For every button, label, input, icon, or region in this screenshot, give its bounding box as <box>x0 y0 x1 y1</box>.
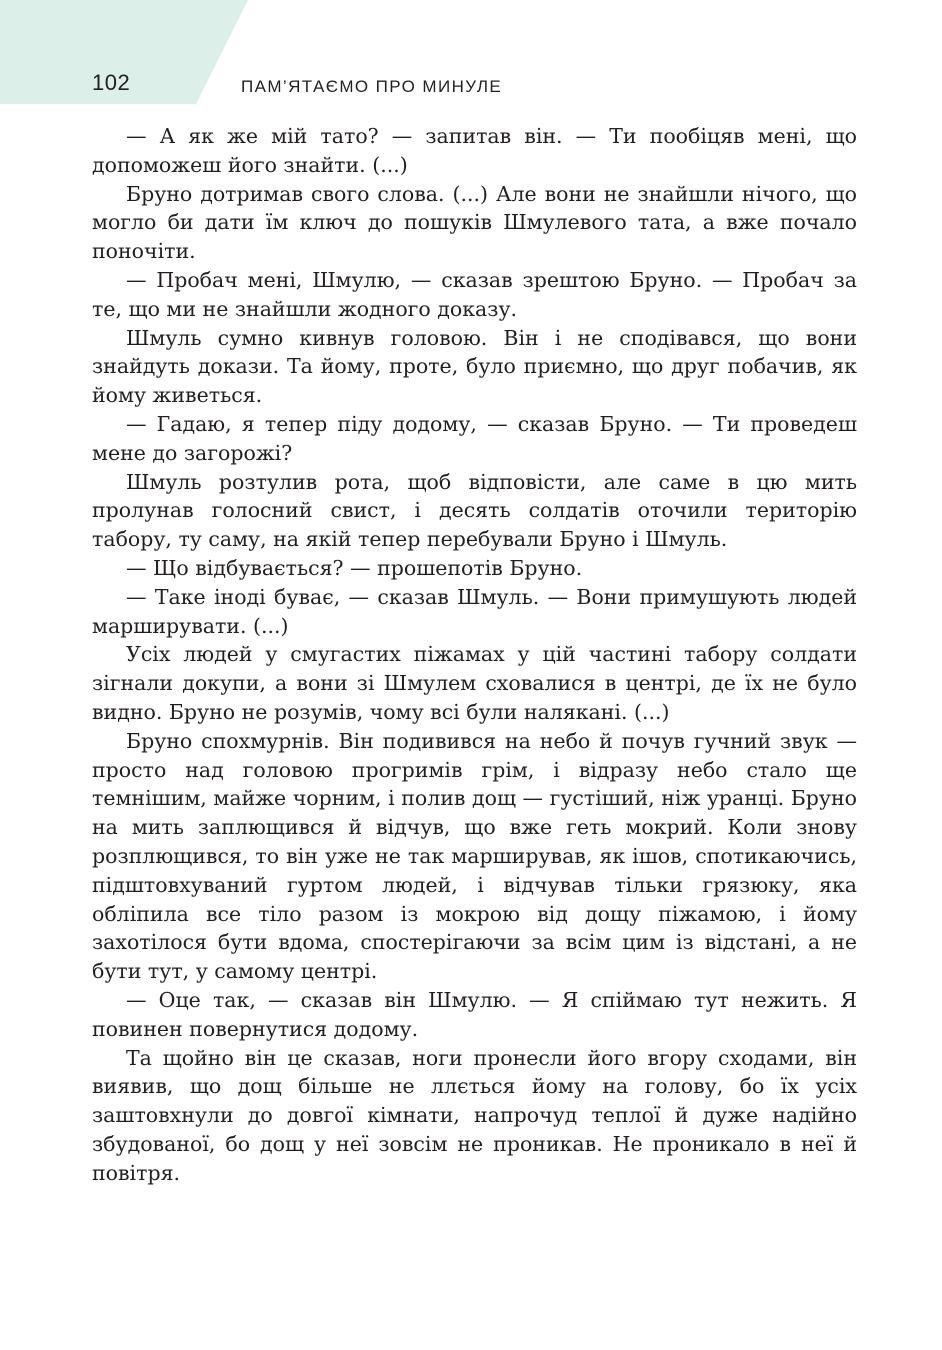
paragraph: Шмуль розтулив рота, щоб відповісти, але саме в цю мить пролунав голосний свист, і десять солдатів оточили територію табору, ту саму, на якій тепер перебували Бруно і Шмуль. <box>92 469 857 552</box>
paragraph: Бруно спохмурнів. Він подивився на небо й почув гучний звук — просто над головою прогримів грім, і відразу небо стало ще темнішим, майже чорним, і полив дощ — густіший, ніж уранці. Бруно на мить заплющився й відчув, що вже геть мокрий. Коли знову розплющився, то він уже не так марширував, як ішов, спотикаючись, підштовхуваний гуртом людей, і відчував тільки грязюку, яка обліпила все тіло разом із мокрою від дощу піжамою, і йому захотілося бути вдома, спостерігаючи за всім цим із відстані, а не бути тут, у самому центрі. <box>92 728 857 984</box>
page-number: 102 <box>92 70 131 95</box>
paragraph: Та щойно він це сказав, ноги пронесли його вгору сходами, він виявив, що дощ більше не ллється йому на голову, бо їх усіх заштовхнули до довгої кімнати, напрочуд теплої й дуже надійно збудованої, бо дощ у неї зовсім не проникав. Не проникало в неї й повітря. <box>92 1045 857 1185</box>
paragraph: Шмуль сумно кивнув головою. Він і не сподівався, що вони знайдуть докази. Та йому, проте, було приємно, що друг побачив, як йому живеться. <box>92 325 857 408</box>
paragraph: — А як же мій тато? — запитав він. — Ти пообіцяв мені, що допоможеш його знайти. (...) <box>92 124 857 177</box>
paragraph: Усіх людей у смугастих піжамах у цій частині табору солдати зігнали докупи, а вони зі Шмулем сховалися в центрі, де їх не було видно. Бруно не розумів, чому всі були налякані. (...) <box>92 642 857 724</box>
paragraph: — Пробач мені, Шмулю, — сказав зрештою Бруно. — Пробач за те, що ми не знайшли жодного доказу. <box>92 267 857 321</box>
paragraph: — Таке іноді буває, — сказав Шмуль. — Вони примушують людей марширувати. (...) <box>92 584 857 638</box>
paragraph: Бруно дотримав свого слова. (...) Але вони не знайшли нічого, що могло би дати їм ключ до пошуків Шмулевого тата, а вже почало поночіти. <box>92 181 857 264</box>
paragraph: — Оце так, — сказав він Шмулю. — Я спіймаю тут нежить. Я повинен повернутися додому. <box>92 987 857 1041</box>
paragraph: — Що відбувається? — прошепотів Бруно. <box>126 555 583 580</box>
paragraph: — Гадаю, я тепер піду додому, — сказав Бруно. — Ти проведеш мене до загорожі? <box>92 411 857 465</box>
running-head: ПАМ’ЯТАЄМО ПРО МИНУЛЕ <box>241 77 503 96</box>
body-text <box>92 122 857 1187</box>
